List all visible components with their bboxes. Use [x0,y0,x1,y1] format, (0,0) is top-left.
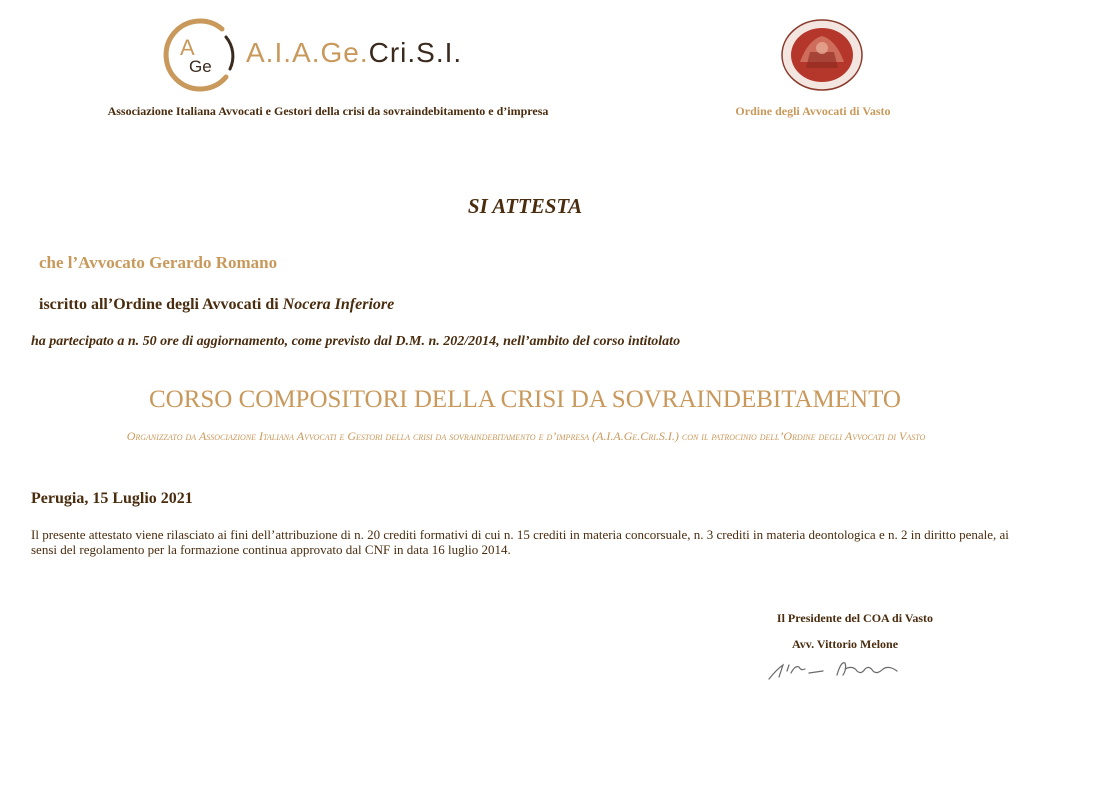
handwritten-signature-icon [765,655,905,683]
organized-by: Organizzato da Associazione Italiana Avvocati e Gestori della crisi da sovraindebitamento e d’impresa (A.I.A.Ge.Cri.S.I.) con il patrocinio dell’Ordine degli Avvocati di Vasto [126,429,926,443]
aiagecrisi-logo-mark-icon [160,17,240,93]
logo-wordmark [246,37,462,69]
ordine-seal [778,18,868,92]
certificate-heading: SI ATTESTA [467,194,583,218]
credits-statement: Il presente attestato viene rilasciato ai fini dell’attribuzione di n. 20 crediti formativi di cui n. 15 crediti in materia concorsuale, n. 3 crediti in materia deontologica e n. 2 in diritto penale, ai sensi del regolamento per la formazione continua approvato dal CNF in data 16 luglio 2014. [31,527,1009,557]
logo-mark-a: A [180,35,195,60]
registration-line [39,296,394,314]
logo-wordmark-part2: Cri.S.I. [368,37,463,68]
association-name: Associazione Italiana Avvocati e Gestori della crisi da sovraindebitamento e d’impresa [107,104,549,118]
participation-line: ha partecipato a n. 50 ore di aggiornamento, come previsto dal D.M. n. 202/2014, nell’ambito del corso intitolato [31,334,681,349]
logo-wordmark-part1: A.I.A.Ge. [246,37,369,68]
place-date: Perugia, 15 Luglio 2021 [31,490,193,507]
registration-prefix: iscritto all’Ordine degli Avvocati di [39,296,283,313]
seal-emblem-icon [778,18,868,92]
president-title: Il Presidente del COA di Vasto [776,611,934,625]
course-title: CORSO COMPOSITORI DELLA CRISI DA SOVRAINDEBITAMENTO [148,386,901,413]
lawyer-line: che l’Avvocato Gerardo Romano [39,253,278,272]
registration-city: Nocera Inferiore [282,296,395,313]
ordine-name: Ordine degli Avvocati di Vasto [735,104,891,118]
logo-mark-ge: Ge [189,57,212,76]
aiagecrisi-logo [160,17,480,93]
president-name: Avv. Vittorio Melone [791,637,899,651]
